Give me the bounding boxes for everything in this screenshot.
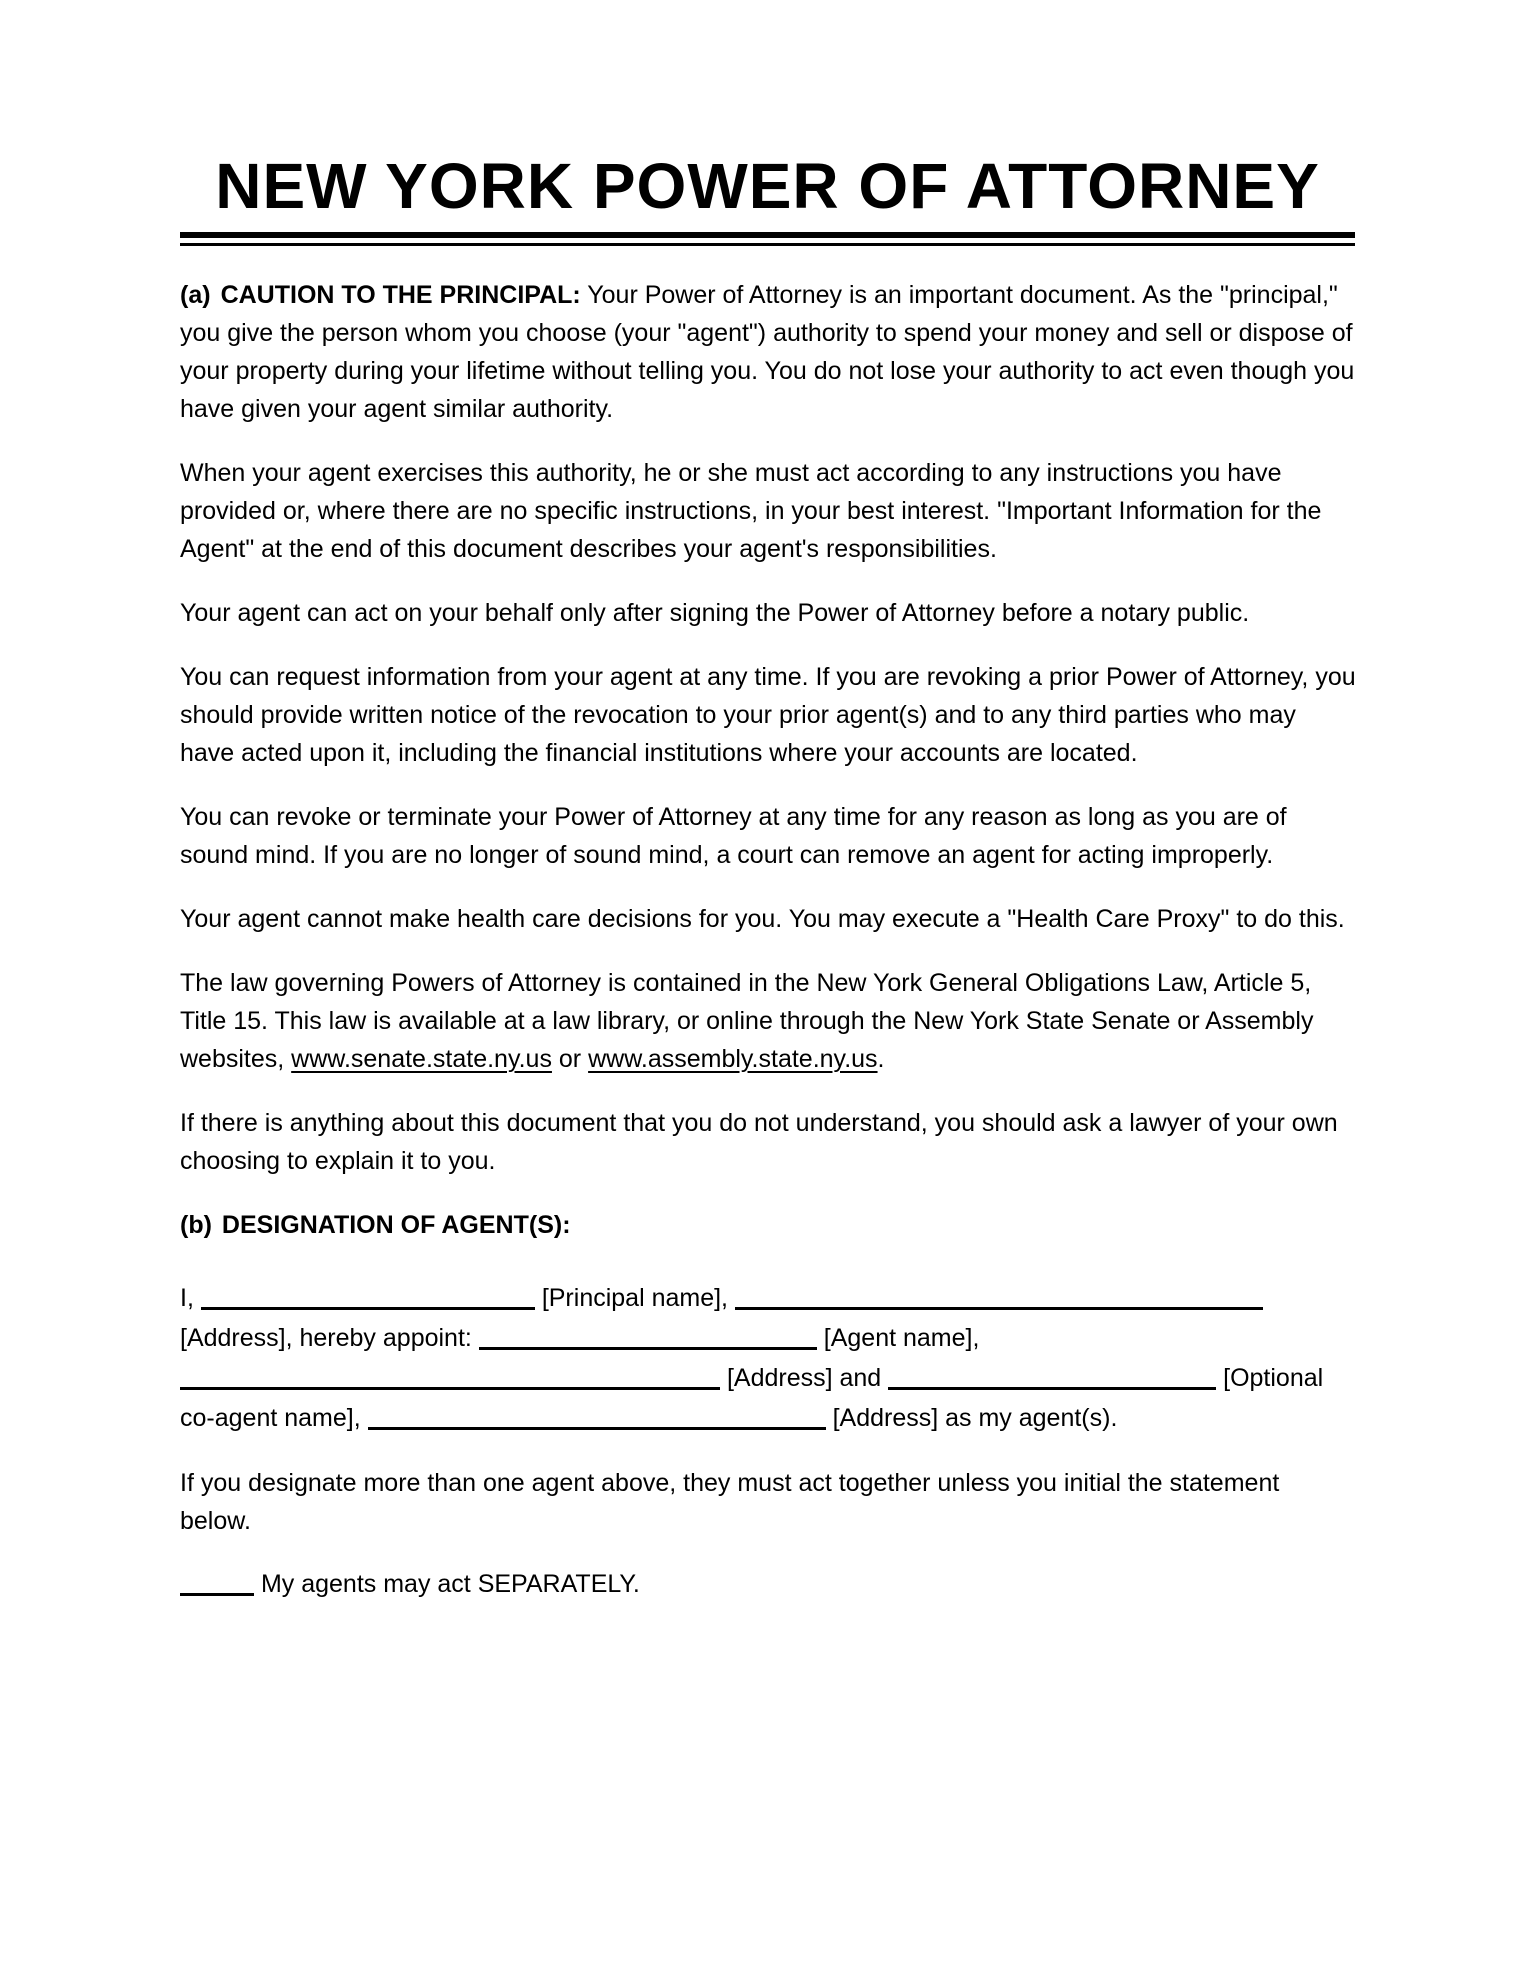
caution-body: Your Power of Attorney is an important document. As the "principal," you give the person whom you choose (your "agent") authority to spend your money and sell or dispose of your property during your lifetime without telling you. You do not lose your authority to act even though you have given your agent similar authority. <box>180 281 1355 423</box>
fill-line-1 <box>180 1278 1356 1318</box>
designation-heading-text: DESIGNATION OF AGENT(S): <box>221 1211 571 1239</box>
agent-name-placeholder: [Agent name], <box>823 1324 980 1352</box>
assembly-website-link[interactable]: www.assembly.state.ny.us <box>588 1045 878 1073</box>
senate-website-link[interactable]: www.senate.state.ny.us <box>291 1045 552 1073</box>
revoke-terminate-paragraph: You can revoke or terminate your Power of Attorney at any time for any reason as long as you are of sound mind. If you are no longer of sound mind, a court can remove an agent for acting improperly. <box>180 803 1287 869</box>
agent-address-placeholder: [Address] and <box>726 1364 882 1392</box>
link-connector: or <box>558 1045 582 1073</box>
co-agent-address-placeholder: [Address] as my agent(s). <box>832 1404 1118 1432</box>
line4-pre-text: co-agent name], <box>180 1404 361 1432</box>
caution-label: (a) <box>180 281 211 309</box>
caution-heading: CAUTION TO THE PRINCIPAL: <box>220 281 581 309</box>
title-double-rule <box>180 232 1355 246</box>
fill-line-2 <box>180 1318 1356 1358</box>
line1-pre-text: I, <box>180 1284 194 1312</box>
designation-section-heading <box>180 1206 1356 1244</box>
governing-law-text: The law governing Powers of Attorney is contained in the New York General Obligations Law, Article 5, Title 15. This law is available at a law library, or online through the New York State Senate or Assembly websites, <box>180 969 1314 1073</box>
principal-address-blank[interactable] <box>735 1282 1263 1310</box>
principal-name-blank[interactable] <box>201 1282 535 1310</box>
fill-line-4 <box>180 1398 1356 1438</box>
line2-pre-text: [Address], hereby appoint: <box>180 1324 472 1352</box>
governing-law-paragraph <box>180 964 1356 1078</box>
health-care-paragraph: Your agent cannot make health care decisions for you. You may execute a "Health Care Proxy" to do this. <box>180 905 1345 933</box>
agent-duty-paragraph: When your agent exercises this authority, he or she must act according to any instructions you have provided or, where there are no specific instructions, in your best interest. "Important Information for the Agent" at the end of this document describes your agent's responsibilities. <box>180 459 1322 563</box>
designation-fill-block <box>180 1278 1356 1438</box>
ask-lawyer-paragraph: If there is anything about this document that you do not understand, you should ask a lawyer of your own choosing to explain it to you. <box>180 1109 1338 1175</box>
initials-blank[interactable] <box>180 1568 254 1596</box>
notary-paragraph: Your agent can act on your behalf only after signing the Power of Attorney before a notary public. <box>180 599 1250 627</box>
co-agent-address-blank[interactable] <box>368 1402 826 1430</box>
agent-address-blank[interactable] <box>180 1362 720 1390</box>
act-together-note: If you designate more than one agent above, they must act together unless you initial the statement below. <box>180 1469 1280 1535</box>
separately-statement <box>180 1564 1356 1604</box>
document-body <box>180 276 1356 1604</box>
separately-text: My agents may act SEPARATELY. <box>260 1570 640 1598</box>
co-agent-name-blank[interactable] <box>888 1362 1216 1390</box>
principal-name-placeholder: [Principal name], <box>541 1284 729 1312</box>
caution-paragraph <box>180 276 1356 428</box>
sentence-period: . <box>877 1045 885 1073</box>
designation-label: (b) <box>180 1211 212 1239</box>
optional-co-agent-text: [Optional <box>1223 1364 1324 1392</box>
revocation-notice-paragraph: You can request information from your agent at any time. If you are revoking a prior Power of Attorney, you should provide written notice of the revocation to your prior agent(s) and to any third parties who may have acted upon it, including the financial institutions where your accounts are located. <box>180 663 1356 767</box>
fill-line-3 <box>180 1358 1356 1398</box>
agent-name-blank[interactable] <box>479 1322 817 1350</box>
document-title: NEW YORK POWER OF ATTORNEY <box>215 150 1320 222</box>
